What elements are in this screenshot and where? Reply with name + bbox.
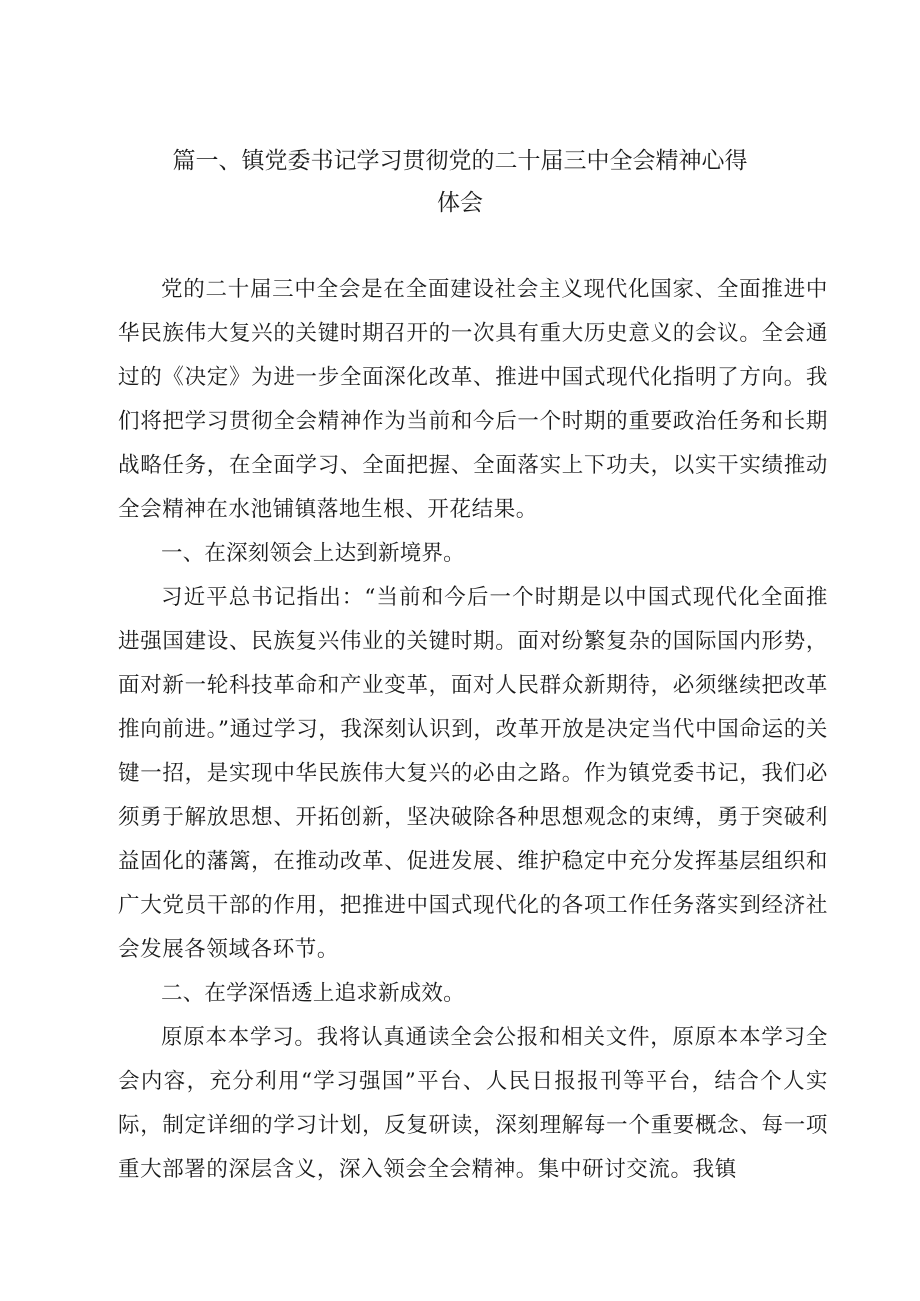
section-heading-2: 二、在学深悟透上追求新成效。: [161, 981, 465, 1006]
document-title-line-2: 体会: [437, 190, 483, 216]
document-body: [118, 268, 828, 1192]
paragraph-section-1: 习近平总书记指出：“当前和今后一个时期是以中国式现代化全面推进强国建设、民族复兴伟业的关键时期。面对纷繁复杂的国际国内形势，面对新一轮科技革命和产业变革，面对人民群众新期待，必须继续把改革推向前进。”通过学习，我深刻认识到，改革开放是决定当代中国命运的关键一招，是实现中华民族伟大复兴的必由之路。作为镇党委书记，我们必须勇于解放思想、开拓创新，坚决破除各种思想观念的束缚，勇于突破利益固化的藩篱，在推动改革、促进发展、维护稳定中充分发挥基层组织和广大党员干部的作用，把推进中国式现代化的各项工作任务落实到经济社会发展各领域各环节。: [118, 585, 828, 962]
document-title-line-1: 篇一、镇党委书记学习贯彻党的二十届三中全会精神心得: [172, 148, 748, 174]
paragraph-section-2: 原原本本学习。我将认真通读全会公报和相关文件，原原本本学习全会内容，充分利用“学习强国”平台、人民日报报刊等平台，结合个人实际，制定详细的学习计划，反复研读，深刻理解每一个重要概念、每一项重大部署的深层含义，深入领会全会精神。集中研讨交流。我镇: [118, 1025, 828, 1182]
paragraph-intro: 党的二十届三中全会是在全面建设社会主义现代化国家、全面推进中华民族伟大复兴的关键时期召开的一次具有重大历史意义的会议。全会通过的《决定》为进一步全面深化改革、推进中国式现代化指明了方向。我们将把学习贯彻全会精神作为当前和今后一个时期的重要政治任务和长期战略任务，在全面学习、全面把握、全面落实上下功夫，以实干实绩推动全会精神在水池铺镇落地生根、开花结果。: [118, 277, 828, 522]
section-heading-1: 一、在深刻领会上达到新境界。: [161, 541, 465, 566]
